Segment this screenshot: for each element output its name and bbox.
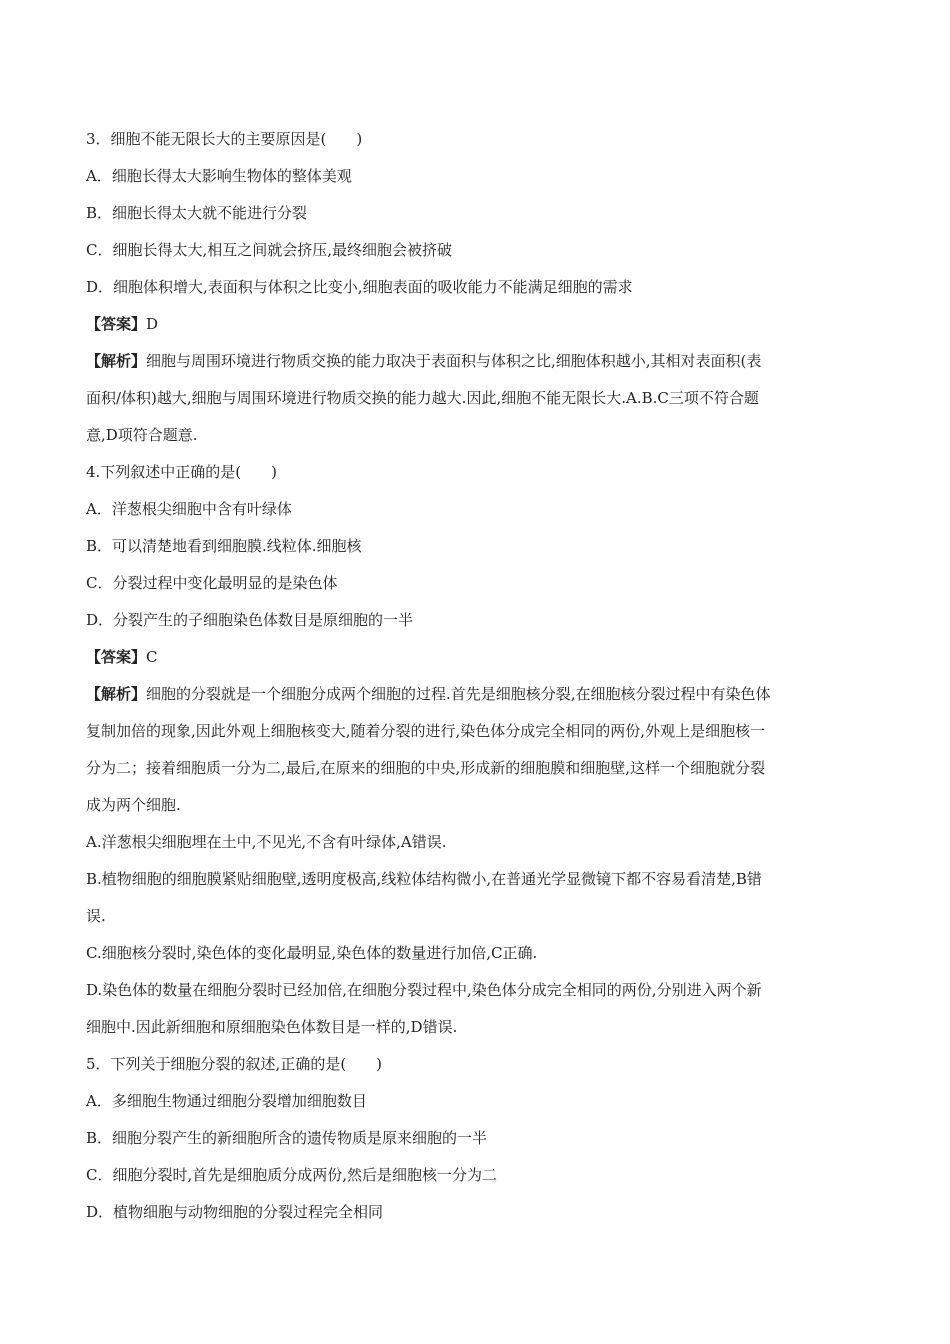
analysis-label: 【解析】 bbox=[86, 685, 147, 703]
answer-label: 【答案】 bbox=[86, 648, 147, 666]
analysis-text: 细胞与周围环境进行物质交换的能力取决于表面积与体积之比,细胞体积越小,其相对表面积(表 bbox=[146, 352, 762, 370]
question-4-answer bbox=[86, 639, 866, 676]
answer-label: 【答案】 bbox=[86, 315, 147, 333]
question-4-analysis-line-10: 细胞中.因此新细胞和原细胞染色体数目是一样的,D错误. bbox=[86, 1018, 458, 1036]
question-4-analysis-line-1 bbox=[86, 676, 866, 713]
question-3-analysis-line-2: 面积/体积)越大,细胞与周围环境进行物质交换的能力越大.因此,细胞不能无限长大.A.B.C三项不符合题 bbox=[86, 389, 759, 407]
answer-value: D bbox=[146, 315, 159, 333]
question-3-analysis-line-3: 意,D项符合题意. bbox=[86, 426, 198, 444]
analysis-text: 细胞的分裂就是一个细胞分成两个细胞的过程.首先是细胞核分裂,在细胞核分裂过程中有染色体 bbox=[146, 685, 771, 703]
question-4 bbox=[86, 454, 866, 1046]
question-3 bbox=[86, 121, 866, 454]
question-5 bbox=[86, 1046, 866, 1231]
question-4-analysis-line-4: 成为两个细胞. bbox=[86, 796, 181, 814]
question-4-analysis-line-5: A.洋葱根尖细胞埋在土中,不见光,不含有叶绿体,A错误. bbox=[86, 833, 447, 851]
question-3-stem: 3．细胞不能无限长大的主要原因是( ) bbox=[86, 130, 363, 148]
question-5-stem: 5．下列关于细胞分裂的叙述,正确的是( ) bbox=[86, 1055, 383, 1073]
question-4-option-c: C．分裂过程中变化最明显的是染色体 bbox=[86, 574, 338, 592]
question-4-option-d: D．分裂产生的子细胞染色体数目是原细胞的一半 bbox=[86, 611, 414, 629]
question-4-analysis-line-8: C.细胞核分裂时,染色体的变化最明显,染色体的数量进行加倍,C正确. bbox=[86, 944, 538, 962]
question-4-option-a: A．洋葱根尖细胞中含有叶绿体 bbox=[86, 500, 292, 518]
question-4-analysis-line-2: 复制加倍的现象,因此外观上细胞核变大,随着分裂的进行,染色体分成完全相同的两份,外观上是细胞核一 bbox=[86, 722, 766, 740]
document-page bbox=[86, 121, 866, 1231]
question-4-stem: 4.下列叙述中正确的是( ) bbox=[86, 463, 278, 481]
question-3-option-d: D．细胞体积增大,表面积与体积之比变小,细胞表面的吸收能力不能满足细胞的需求 bbox=[86, 278, 633, 296]
question-4-analysis-line-7: 误. bbox=[86, 907, 106, 925]
question-3-answer bbox=[86, 306, 866, 343]
question-5-option-a: A．多细胞生物通过细胞分裂增加细胞数目 bbox=[86, 1092, 367, 1110]
question-3-option-b: B．细胞长得太大就不能进行分裂 bbox=[86, 204, 308, 222]
question-5-option-b: B．细胞分裂产生的新细胞所含的遗传物质是原来细胞的一半 bbox=[86, 1129, 488, 1147]
question-3-option-a: A．细胞长得太大影响生物体的整体美观 bbox=[86, 167, 352, 185]
analysis-label: 【解析】 bbox=[86, 352, 147, 370]
question-4-analysis-line-9: D.染色体的数量在细胞分裂时已经加倍,在细胞分裂过程中,染色体分成完全相同的两份,分别进入两个新 bbox=[86, 981, 762, 999]
question-3-analysis-line-1 bbox=[86, 343, 866, 380]
question-5-option-d: D．植物细胞与动物细胞的分裂过程完全相同 bbox=[86, 1203, 384, 1221]
question-3-option-c: C．细胞长得太大,相互之间就会挤压,最终细胞会被挤破 bbox=[86, 241, 453, 259]
question-4-analysis-line-3: 分为二；接着细胞质一分为二,最后,在原来的细胞的中央,形成新的细胞膜和细胞壁,这样一个细胞就分裂 bbox=[86, 759, 766, 777]
question-4-analysis-line-6: B.植物细胞的细胞膜紧贴细胞壁,透明度极高,线粒体结构微小,在普通光学显微镜下都不容易看清楚,B错 bbox=[86, 870, 762, 888]
question-4-option-b: B．可以清楚地看到细胞膜.线粒体.细胞核 bbox=[86, 537, 362, 555]
question-5-option-c: C．细胞分裂时,首先是细胞质分成两份,然后是细胞核一分为二 bbox=[86, 1166, 498, 1184]
answer-value: C bbox=[146, 648, 158, 666]
